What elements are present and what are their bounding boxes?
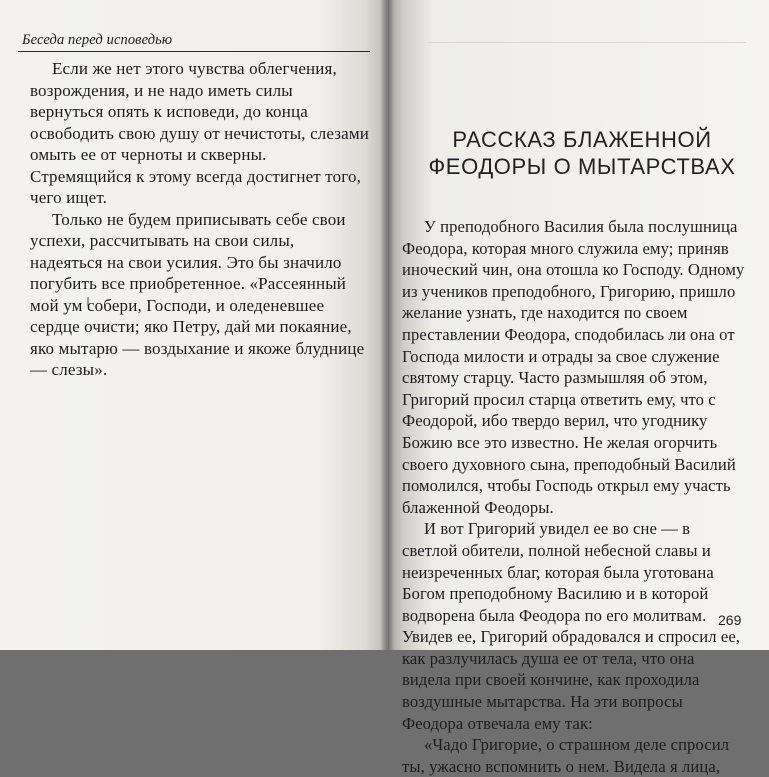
right-page [388,0,769,776]
left-page [0,0,388,650]
right-body-text [402,216,747,777]
page-number: 269 [718,612,742,628]
book-gutter-shadow [380,0,394,650]
header-rule [18,51,370,52]
paragraph: И вот Григорий увидел ее во сне — в светлой обители, полной небесной славы и неизреченных благ, которая была уготована Богом преподобному Василию и в которой водворена была Феодора по его молитвам. Увидев ее, Григорий обрадовался и спросил ее, как разлучилась душа ее от тела, что она видела при своей кончине, как проходила воздушные мытарства. На эти вопросы Феодора отвечала ему так: [402,519,741,733]
paragraph: Если же нет этого чувства облегчения, возрождения, и не надо иметь силы вернуться опять к исповеди, до конца освободить свою душу от нечистоты, слезами омыть ее от черноты и скверны. Стремящийся к этому всегда достигнет того, чего ищет. [30,59,370,207]
left-body-text [30,58,370,381]
chapter-title-line: ФЕОДОРЫ О МЫТАРСТВАХ [428,154,736,179]
paragraph: У преподобного Василия была послушница Феодора, которая много служила ему; приняв иноческий чин, она отошла ко Господу. Одному из учеников преподобного, Григорию, пришло желание узнать, где находится по своем преставлении Феодора, сподобилась ли она от Господа милости и отрады за свое служение святому старцу. Часто размышляя об этом, Григорий просил старца ответить ему, что с Феодорой, ибо твердо верил, что угоднику Божию все это известно. Не желая огорчить своего духовного сына, преподобный Василий помолился, чтобы Господь открыл ему участь блаженной Феодоры. [402,217,745,517]
chapter-title-line: РАССКАЗ БЛАЖЕННОЙ [452,127,712,152]
paragraph: «Чадо Григорие, о страшном деле спросил ты, ужасно вспомнить о нем. Видела я лица, [402,735,730,776]
faint-header-rule [428,42,746,43]
chapter-title [412,126,752,180]
paragraph: Только не будем приписывать себе свои успехи, рассчитывать на свои силы, надеяться на свои усилия. Это бы значило погубить все приобретенное. «Рассеянный мой ум собери, Господи, и оледеневшее сердце очисти; яко Петру, дай ми покаяние, яко мытарю — воздыхание и якоже блуднице — слезы». [30,209,365,379]
running-head: Беседа перед исповедью [22,32,173,48]
